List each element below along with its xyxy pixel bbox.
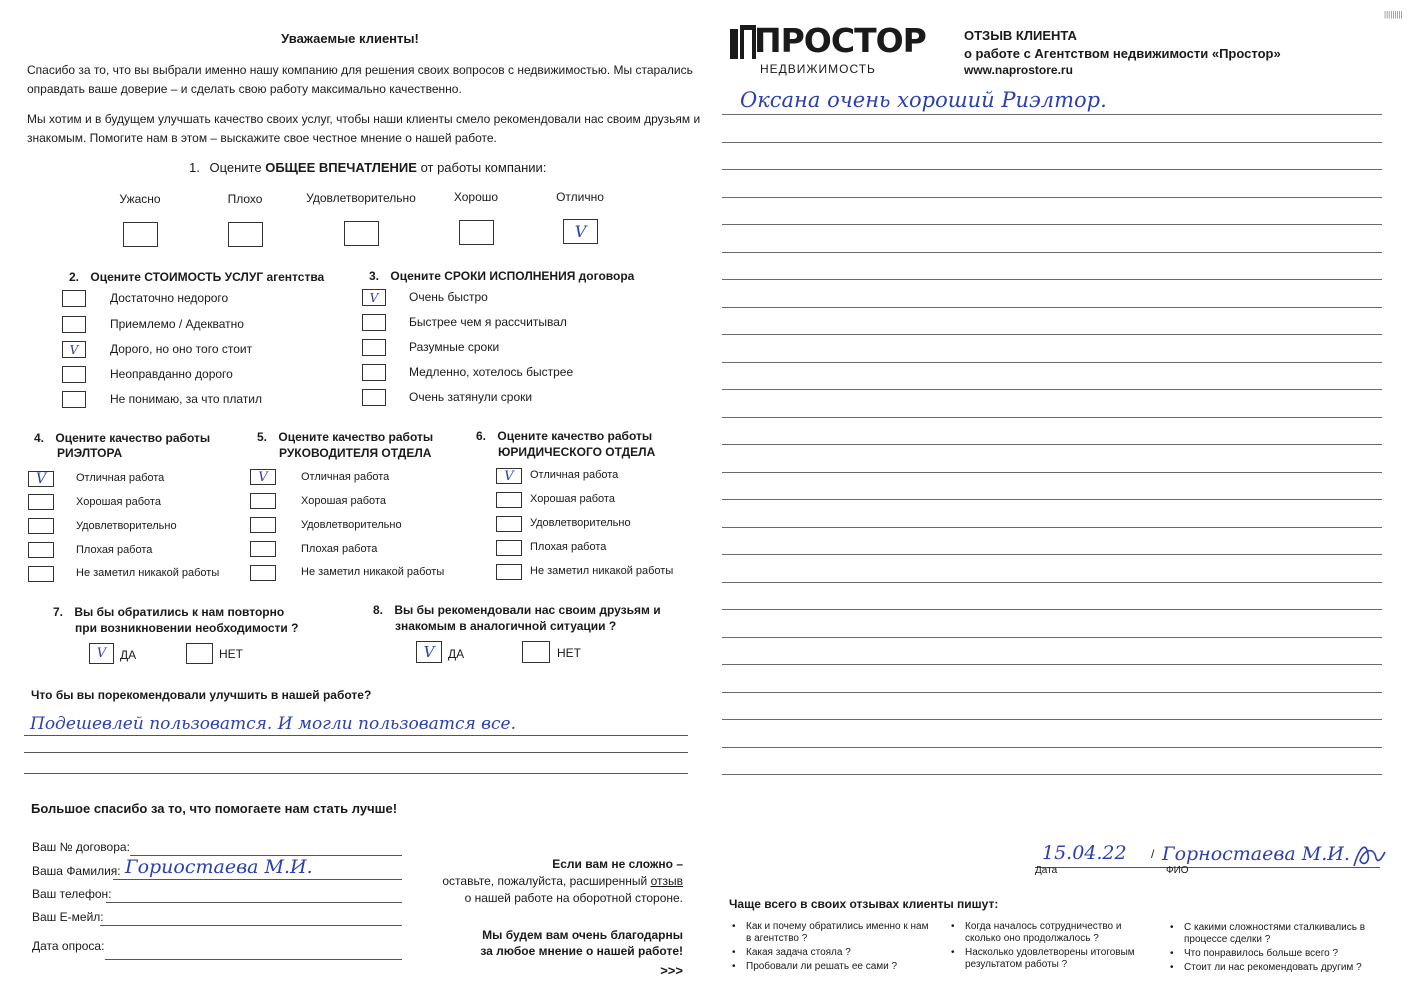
cta-text (400, 874, 683, 888)
q5-checkbox-checked[interactable] (250, 469, 276, 485)
contract-label: Ваш № договора: (32, 840, 130, 854)
q6-checkbox[interactable] (496, 564, 522, 580)
q3-heading (369, 269, 634, 283)
cta-title: Если вам не сложно – (552, 857, 683, 871)
q8-yes-label: ДА (448, 647, 465, 661)
q6-title-caps: ЮРИДИЧЕСКОГО ОТДЕЛА (498, 445, 656, 459)
surname-label: Ваша Фамилия: (32, 864, 121, 878)
date-value-handwritten: 15.04.22 (1042, 842, 1127, 864)
hint-item: • Какая задача стояла ? (746, 947, 936, 959)
q1-checkbox[interactable] (459, 220, 494, 245)
logo-subtext: НЕДВИЖИМОСТЬ (760, 62, 876, 76)
q5-checkbox[interactable] (250, 493, 276, 509)
intro-text: Спасибо за то, что вы выбрали именно нашу компанию для решения своих вопросов с недвижимостью. Мы старались (27, 63, 693, 77)
q2-option-label: Приемлемо / Адекватно (110, 317, 244, 331)
review-writing-line[interactable] (722, 527, 1382, 528)
q8-heading (373, 603, 661, 617)
review-writing-line[interactable] (722, 609, 1382, 610)
checkmark-icon: V (423, 643, 435, 661)
q4-checkbox[interactable] (28, 494, 54, 510)
review-writing-line[interactable] (722, 279, 1382, 280)
q8-no-label: НЕТ (557, 646, 581, 660)
q2-option-label: Достаточно недорого (110, 291, 229, 305)
q5-checkbox[interactable] (250, 565, 276, 581)
q2-option-label: Дорого, но оно того стоит (110, 342, 253, 356)
q2-checkbox[interactable] (62, 366, 86, 383)
hint-column (1184, 922, 1374, 974)
email-label: Ваш Е-мейл: (32, 910, 104, 924)
hint-item: • Что понравилось больше всего ? (1184, 948, 1374, 960)
q4-option-label: Хорошая работа (76, 496, 161, 508)
review-writing-line[interactable] (722, 197, 1382, 198)
q8-no-checkbox[interactable] (522, 641, 550, 663)
phone-field[interactable] (106, 902, 402, 903)
q1-checkbox[interactable] (228, 222, 263, 247)
hint-item: • Стоит ли нас рекомендовать другим ? (1184, 962, 1374, 974)
review-writing-line[interactable] (722, 747, 1382, 748)
q5-option-label: Плохая работа (301, 543, 378, 555)
prostor-logo (730, 21, 926, 76)
intro-text: Мы хотим и в будущем улучшать качество своих услуг, чтобы наши клиенты смело рекомендовали нас своим друзьям и (27, 112, 701, 126)
review-text-handwritten: Оксана очень хороший Риэлтор. (740, 88, 1107, 112)
q7-yes-checkbox-checked[interactable] (89, 643, 114, 664)
intro-text: оправдать ваше доверие – и сделать свою работу максимально качественно. (27, 82, 462, 96)
q6-checkbox[interactable] (496, 492, 522, 508)
date-caption: Дата (1035, 865, 1058, 876)
q2-checkbox[interactable] (62, 316, 86, 333)
q2-checkbox[interactable] (62, 290, 86, 307)
review-writing-line[interactable] (722, 224, 1382, 225)
q1-prefix: Оцените (209, 160, 266, 175)
date-name-line (1035, 867, 1380, 868)
phone-label: Ваш телефон: (32, 887, 112, 901)
review-writing-line[interactable] (722, 692, 1382, 693)
q3-option-label: Очень быстро (409, 290, 488, 304)
q2-option-label: Не понимаю, за что платил (110, 392, 263, 406)
q2-heading (69, 270, 324, 284)
q8-number: 8. (373, 603, 384, 617)
q3-option-label: Очень затянули сроки (409, 390, 533, 404)
q1-caps: ОБЩЕЕ ВПЕЧАТЛЕНИЕ (265, 160, 417, 175)
q6-option-label: Отличная работа (530, 469, 619, 481)
answer-line (24, 773, 688, 774)
q4-option-label: Не заметил никакой работы (76, 567, 220, 579)
q3-checkbox-checked[interactable] (362, 289, 386, 306)
survey-date-field[interactable] (105, 959, 402, 960)
surname-value-handwritten: Гориостаева М.И. (125, 856, 313, 878)
date-name-separator: / (1151, 847, 1155, 861)
review-writing-line[interactable] (722, 719, 1382, 720)
q2-option-label: Неоправданно дорого (110, 367, 233, 381)
hints-title: Чаще всего в своих отзывах клиенты пишут: (729, 897, 999, 911)
review-header-title: ОТЗЫВ КЛИЕНТА (964, 28, 1077, 43)
intro-text: знакомым. Помогите нам в этом – выскажите свое честное мнение о нашей работе. (27, 131, 497, 145)
q3-option-label: Медленно, хотелось быстрее (409, 365, 574, 379)
checkmark-icon: V (35, 471, 47, 487)
review-writing-line[interactable] (722, 444, 1382, 445)
thanks-text: Большое спасибо за то, что помогаете нам стать лучше! (31, 801, 398, 816)
q6-option-label: Плохая работа (530, 541, 607, 553)
review-writing-line[interactable] (722, 142, 1382, 143)
q4-title: Оцените качество работы (55, 431, 211, 445)
review-writing-line[interactable] (722, 389, 1382, 390)
q3-checkbox[interactable] (362, 314, 386, 331)
review-link[interactable]: отзыв (650, 874, 683, 888)
q3-checkbox[interactable] (362, 389, 386, 406)
review-writing-line[interactable] (722, 472, 1382, 473)
corner-mark: ||||||||| (1384, 10, 1403, 19)
signature-icon (1352, 840, 1386, 870)
review-writing-line[interactable] (722, 169, 1382, 170)
review-writing-line[interactable] (722, 362, 1382, 363)
q7-no-label: НЕТ (219, 647, 243, 661)
q1-number: 1. (189, 160, 200, 175)
hint-item: • Как и почему обратились именно к нам в агентство ? (746, 921, 936, 945)
q7-question: при возникновении необходимости ? (75, 621, 299, 635)
review-writing-line[interactable] (722, 499, 1382, 500)
q2-number: 2. (69, 270, 80, 284)
q5-checkbox[interactable] (250, 541, 276, 557)
q5-checkbox[interactable] (250, 517, 276, 533)
q5-option-label: Отличная работа (301, 471, 390, 483)
hint-item: • Насколько удовлетворены итоговым результатом работы ? (965, 947, 1155, 971)
q6-checkbox[interactable] (496, 516, 522, 532)
q1-heading (189, 160, 546, 175)
q1-option-label: Ужасно (119, 192, 161, 206)
q1-option-label: Удовлетворительно (306, 191, 416, 205)
q5-option-label: Удовлетворительно (301, 519, 402, 531)
q5-heading (257, 430, 433, 444)
website-link[interactable]: www.naprostore.ru (964, 63, 1073, 77)
q4-checkbox-checked[interactable] (28, 471, 54, 487)
gratitude-text: за любое мнение о нашей работе! (480, 944, 683, 958)
q3-checkbox[interactable] (362, 364, 386, 381)
checkmark-icon: V (574, 222, 587, 241)
q6-option-label: Удовлетворительно (530, 517, 631, 529)
q4-option-label: Отличная работа (76, 472, 165, 484)
checkmark-icon: V (96, 646, 107, 661)
review-writing-line[interactable] (722, 774, 1382, 775)
q4-number: 4. (34, 431, 45, 445)
q5-option-label: Не заметил никакой работы (301, 566, 445, 578)
q6-checkbox-checked[interactable] (496, 468, 522, 484)
q8-question: знакомым в аналогичной ситуации ? (395, 619, 617, 633)
gratitude-text: Мы будем вам очень благодарны (482, 928, 683, 942)
hint-column (746, 921, 936, 973)
answer-line (24, 752, 688, 753)
improve-answer-handwritten: Подешевлей пользоватся. И могли пользоватся все. (30, 714, 517, 734)
q5-title-caps: РУКОВОДИТЕЛЯ ОТДЕЛА (279, 446, 432, 460)
q2-title: Оцените СТОИМОСТЬ УСЛУГ агентства (90, 270, 325, 284)
q1-option-label: Плохо (227, 192, 263, 206)
q4-option-label: Удовлетворительно (76, 520, 177, 532)
surname-field[interactable] (113, 879, 402, 880)
hint-item: • Когда началось сотрудничество и сколько оно продолжалось ? (965, 921, 1155, 945)
q6-title: Оцените качество работы (497, 429, 653, 443)
q7-yes-label: ДА (120, 648, 137, 662)
q3-title: Оцените СРОКИ ИСПОЛНЕНИЯ договора (390, 269, 635, 283)
page-title: Уважаемые клиенты! (281, 31, 419, 46)
review-writing-line[interactable] (722, 554, 1382, 555)
q3-option-label: Быстрее чем я рассчитывал (409, 315, 567, 329)
review-writing-line[interactable] (722, 334, 1382, 335)
q2-checkbox-checked[interactable] (62, 341, 86, 358)
review-header-subtitle: о работе с Агентством недвижимости «Простор» (964, 46, 1281, 61)
checkmark-icon: V (504, 468, 514, 484)
hint-item: • С какими сложностями сталкивались в процессе сделки ? (1184, 922, 1374, 946)
q5-title: Оцените качество работы (278, 430, 434, 444)
checkmark-icon: V (369, 290, 379, 305)
name-caption: ФИО (1166, 865, 1189, 876)
q3-checkbox[interactable] (362, 339, 386, 356)
q4-option-label: Плохая работа (76, 544, 153, 556)
q5-number: 5. (257, 430, 268, 444)
q7-no-checkbox[interactable] (186, 643, 213, 664)
q7-heading (53, 605, 284, 619)
improve-question: Что бы вы порекомендовали улучшить в нашей работе? (31, 688, 372, 702)
q4-checkbox[interactable] (28, 566, 54, 582)
checkmark-icon: V (69, 342, 79, 357)
logo-mark-icon (730, 25, 756, 59)
logo-text: ПРОСТОР (754, 21, 926, 60)
review-writing-line[interactable] (722, 252, 1382, 253)
q6-checkbox[interactable] (496, 540, 522, 556)
hint-item: • Пробовали ли решать ее сами ? (746, 961, 936, 973)
q6-option-label: Хорошая работа (530, 493, 615, 505)
q7-number: 7. (53, 605, 64, 619)
name-value-handwritten: Горностаева М.И. (1162, 843, 1350, 865)
q3-number: 3. (369, 269, 380, 283)
review-writing-line[interactable] (722, 114, 1382, 115)
q7-question: Вы бы обратились к нам повторно (74, 605, 285, 619)
review-writing-line[interactable] (722, 637, 1382, 638)
q3-option-label: Разумные сроки (409, 340, 500, 354)
q6-heading (476, 429, 652, 443)
q1-checkbox[interactable] (123, 222, 158, 247)
review-writing-line[interactable] (722, 664, 1382, 665)
q1-checkbox[interactable] (344, 221, 379, 246)
q1-option-label: Отлично (556, 190, 604, 204)
cta-text-part: оставьте, пожалуйста, расширенный (442, 874, 651, 888)
q8-question: Вы бы рекомендовали нас своим друзьям и (394, 603, 661, 617)
review-writing-line[interactable] (722, 307, 1382, 308)
q5-option-label: Хорошая работа (301, 495, 386, 507)
answer-line (24, 735, 688, 736)
signature (1352, 840, 1386, 870)
q4-title-caps: РИЭЛТОРА (57, 446, 123, 460)
arrows-icon: >>> (660, 963, 683, 978)
email-field[interactable] (100, 925, 402, 926)
q4-checkbox[interactable] (28, 518, 54, 534)
q6-option-label: Не заметил никакой работы (530, 565, 674, 577)
q8-yes-checkbox-checked[interactable] (416, 641, 442, 663)
cta-text: о нашей работе на оборотной стороне. (464, 891, 683, 905)
q4-heading (34, 431, 210, 445)
q6-number: 6. (476, 429, 487, 443)
survey-date-label: Дата опроса: (32, 939, 105, 953)
checkmark-icon: V (258, 469, 268, 485)
q2-checkbox[interactable] (62, 391, 86, 408)
q1-suffix: от работы компании: (416, 160, 547, 175)
q1-option-label: Хорошо (453, 190, 499, 204)
q4-checkbox[interactable] (28, 542, 54, 558)
review-writing-line[interactable] (722, 417, 1382, 418)
review-writing-line[interactable] (722, 582, 1382, 583)
hint-column (965, 921, 1155, 971)
q1-checkbox-checked[interactable] (563, 219, 598, 244)
